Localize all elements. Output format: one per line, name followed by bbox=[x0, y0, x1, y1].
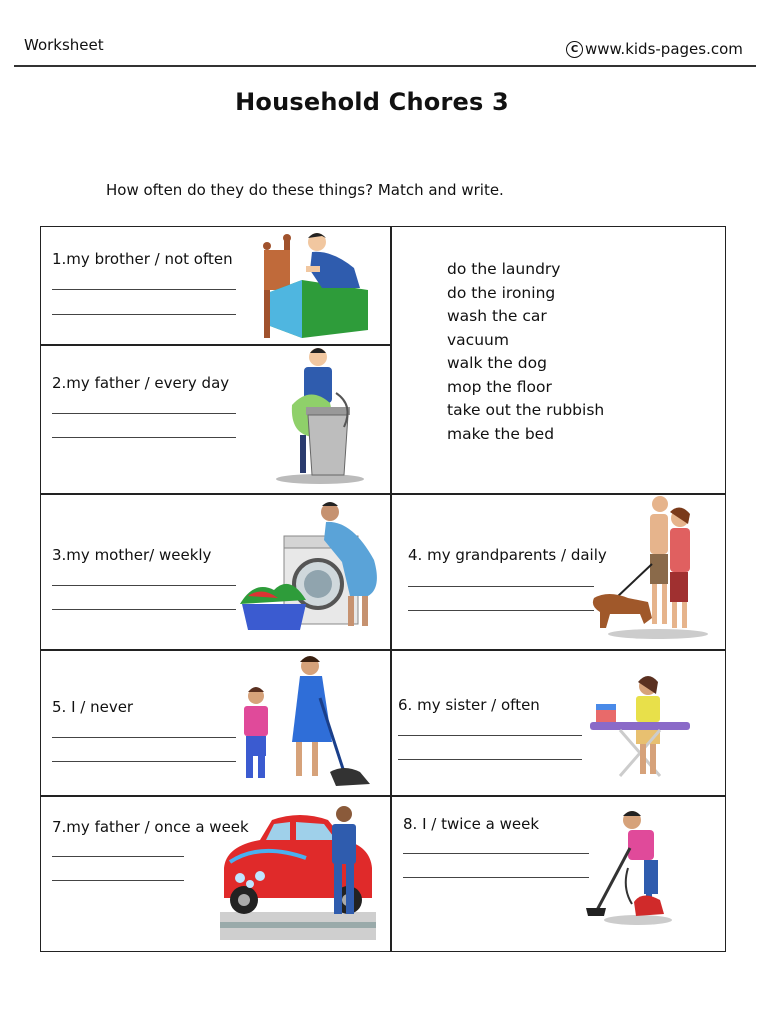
item-4-answer-line-2[interactable] bbox=[408, 610, 594, 611]
verb-item: wash the car bbox=[447, 307, 547, 325]
verb-item: make the bed bbox=[447, 424, 555, 443]
site-url: www.kids-pages.com bbox=[585, 40, 743, 58]
item-8-answer-line-1[interactable] bbox=[403, 853, 589, 854]
header-divider bbox=[14, 65, 756, 67]
boy-making-bed-icon bbox=[262, 230, 370, 340]
item-8-prompt: 8. I / twice a week bbox=[403, 815, 540, 833]
verb-item: do the ironing bbox=[447, 283, 556, 302]
grid-vertical-divider bbox=[390, 227, 392, 951]
verb-item: walk the dog bbox=[447, 354, 547, 372]
girl-ironing-icon bbox=[590, 672, 694, 782]
item-4-prompt: 4. my grandparents / daily bbox=[408, 546, 607, 564]
item-2-prompt: 2.my father / every day bbox=[52, 374, 230, 392]
item-2-answer-line-2[interactable] bbox=[52, 437, 236, 438]
item-5-answer-line-1[interactable] bbox=[52, 737, 236, 738]
item-7-answer-line-2[interactable] bbox=[52, 880, 184, 881]
woman-mopping-floor-icon bbox=[236, 654, 380, 792]
item-7-prompt: 7.my father / once a week bbox=[52, 818, 249, 836]
item-6-prompt: 6. my sister / often bbox=[398, 696, 540, 714]
item-7-answer-line-1[interactable] bbox=[52, 856, 184, 857]
item-5-prompt: 5. I / never bbox=[52, 698, 134, 716]
verb-item: mop the floor bbox=[447, 377, 552, 396]
man-washing-car-icon bbox=[220, 802, 380, 942]
instructions: How often do they do these things? Match and write. bbox=[106, 181, 504, 199]
item-2-answer-line-1[interactable] bbox=[52, 413, 236, 414]
verb-list bbox=[447, 258, 604, 446]
item-3-answer-line-1[interactable] bbox=[52, 585, 236, 586]
item-4-answer-line-1[interactable] bbox=[408, 586, 594, 587]
item-3-prompt: 3.my mother/ weekly bbox=[52, 546, 212, 564]
item-5-answer-line-2[interactable] bbox=[52, 761, 236, 762]
item-3-answer-line-2[interactable] bbox=[52, 609, 236, 610]
item-1-prompt: 1.my brother / not often bbox=[52, 250, 233, 268]
man-taking-out-rubbish-icon bbox=[270, 345, 366, 485]
verb-item: take out the rubbish bbox=[447, 401, 605, 419]
item-6-answer-line-1[interactable] bbox=[398, 735, 582, 736]
woman-doing-laundry-icon bbox=[234, 500, 384, 636]
item-6-answer-line-2[interactable] bbox=[398, 759, 582, 760]
worksheet-label: Worksheet bbox=[24, 36, 104, 54]
site-credit bbox=[566, 40, 743, 58]
couple-walking-dog-icon bbox=[588, 494, 712, 640]
item-8-answer-line-2[interactable] bbox=[403, 877, 589, 878]
grid-divider bbox=[41, 649, 725, 651]
boy-vacuuming-icon bbox=[582, 808, 674, 928]
copyright-icon: C bbox=[566, 41, 583, 58]
item-1-answer-line-1[interactable] bbox=[52, 289, 236, 290]
page-title: Household Chores 3 bbox=[235, 88, 509, 116]
verb-item: vacuum bbox=[447, 330, 509, 349]
item-1-answer-line-2[interactable] bbox=[52, 314, 236, 315]
grid-divider bbox=[41, 795, 725, 797]
verb-item: do the laundry bbox=[447, 260, 561, 278]
